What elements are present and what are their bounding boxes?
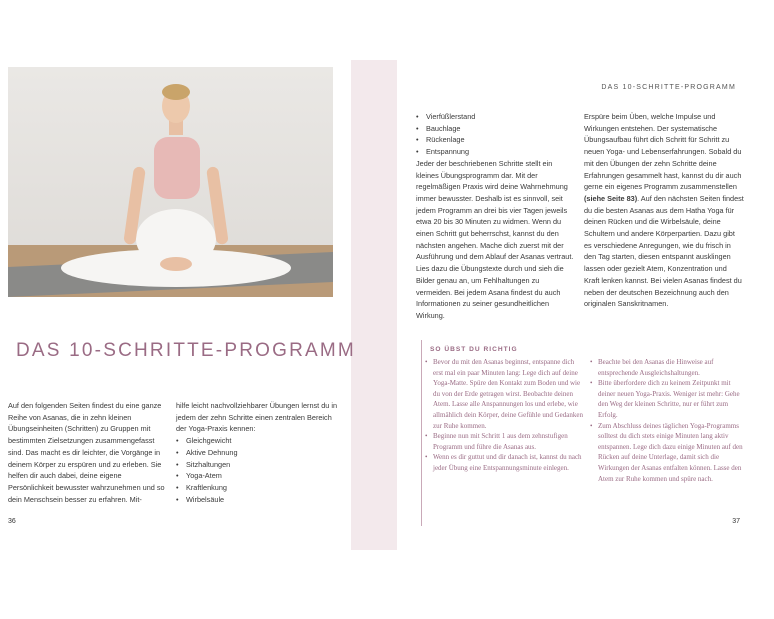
list-item: • Aktive Dehnung (176, 447, 341, 459)
list-item: • Bauchlage (416, 123, 576, 135)
tip-item: • Zum Abschluss deines täglichen Yoga-Programms solltest du dich stets einige Minuten lang aktiv entspannen. Lege dich dazu einige Minuten auf den Rücken auf deine Unterlage, damit sich die Wirkungen der Asanas entfalten können. Lasse den Atem zur Ruhe kommen und spüre nach. (590, 421, 746, 485)
page-number-left: 36 (8, 518, 16, 525)
intro-text-2: hilfe leicht nachvollziehbarer Übungen lernst du in jedem der zehn Schritte einen zentralen Bereich der Yoga-Praxis kennen: (176, 401, 338, 434)
list-item: • Kraftlenkung (176, 482, 341, 494)
right-column-1 (416, 111, 576, 322)
intro-column-2 (176, 400, 341, 505)
tip-item: • Beginne nun mit Schritt 1 aus dem zehnstufigen Programm und führe die Asanas aus. (425, 431, 583, 452)
tip-heading: SO ÜBST DU RICHTIG (430, 346, 518, 353)
tip-item: • Beachte bei den Asanas die Hinweise auf entsprechende Ausgleichshaltungen. (590, 357, 746, 378)
list-item: • Entspannung (416, 146, 576, 158)
tips-column-2 (590, 357, 746, 484)
body-text-2 (584, 111, 744, 310)
intro-column-1 (8, 400, 166, 505)
list-item: • Wirbelsäule (176, 494, 341, 506)
list-item: • Sitzhaltungen (176, 459, 341, 471)
list-item: • Gleichgewicht (176, 435, 341, 447)
tips-column-1 (425, 357, 583, 474)
right-column-2 (584, 111, 744, 310)
running-head: DAS 10-SCHRITTE-PROGRAMM (601, 84, 736, 91)
list-item: • Yoga-Atem (176, 470, 341, 482)
body-text: Jeder der beschriebenen Schritte stellt ein kleines Übungsprogramm dar. Mit der regelmäßigen Praxis wird deine Wahrnehmung immer bewusster. Deshalb ist es sinnvoll, seit jedem Programm an drei bis vier Tagen jeweils etwa 20 bis 30 Minuten zu widmen. Wenn du einen Schritt gut beherrschst, kannst du den nächsten angehen. Mache dich zuerst mit der Ausführung und dem Ablauf der Asanas vertraut. Lies dazu die Übungstexte durch und sieh die Bilder genau an, um Fehlhaltungen zu vermeiden. Bei jedem Asana findest du auch Informationen zu seiner gesundheitlichen Wirkung. (416, 158, 574, 320)
page-reference: (siehe Seite 83) (584, 193, 638, 203)
list-item: • Vierfüßlerstand (416, 111, 576, 123)
page-number-right: 37 (732, 518, 740, 525)
body-text-part-a: Erspüre beim Üben, welche Impulse und Wirkungen entstehen. Der systematische Übungsaufbau führt dich Schritt für Schritt zu neuen Yoga- und Lebenserfahrungen. Sobald du mit den Übungen der zehn Schritte deine Erfahrungen gesammelt hast, kannst du dir auch gerne ein eigenes Programm zusammenstellen (584, 112, 742, 192)
yoga-photo (8, 67, 333, 297)
intro-text-1: Auf den folgenden Seiten findest du eine ganze Reihe von Asanas, die in zehn kleinen Übungseinheiten (Schritten) zu Gruppen mit bestimmten Zielsetzungen zusammengefasst sind. Das macht es dir leichter, die Vorgänge in deinem Körper zu erspüren und zu erleben. Sie helfen dir auch dabei, deine eigene Persönlichkeit bewusster wahrzunehmen und so dein Menschsein besser zu erfahren. Mit- (8, 401, 165, 504)
page-title: DAS 10-SCHRITTE-PROGRAMM (16, 340, 356, 361)
tip-item: • Wenn es dir guttut und dir danach ist, kannst du nach jeder Übung eine Entspannungsminute einlegen. (425, 452, 583, 473)
tip-item: • Bevor du mit den Asanas beginnst, entspanne dich erst mal ein paar Minuten lang: Lege dich auf deine Yoga-Matte. Spüre den Kontakt zum Boden und wie du von der Erde getragen wirst. Beobachte deinen Atem. Lasse alle Anspannungen los und erlebe, wie allmählich dein Körper, deine Gefühle und Gedanken zur Ruhe kommen. (425, 357, 583, 431)
list-item: • Rückenlage (416, 134, 576, 146)
page-gutter-band (351, 60, 397, 550)
body-text-part-b: . Auf den nächsten Seiten findest du die besten Asanas aus dem Hatha Yoga für deinen Rücken und die Wirbelsäule, deine Schultern und andere Körperpartien. Dazu gibt es verschiedene Anregungen, wie du frisch in den Tag starten, diesen entspannt ausklingen lassen oder gezielt Atem, Konzentration und Kraft lenken kannst. Bei vielen Asanas findest du neben der deutschen Bezeichnung auch den originalen Sanskritnamen. (584, 193, 744, 309)
tip-item: • Bitte überfordere dich zu keinem Zeitpunkt mit deiner neuen Yoga-Praxis. Weniger ist mehr: Gehe den Weg der kleinen Schritte, nur er führt zum Erfolg. (590, 378, 746, 420)
